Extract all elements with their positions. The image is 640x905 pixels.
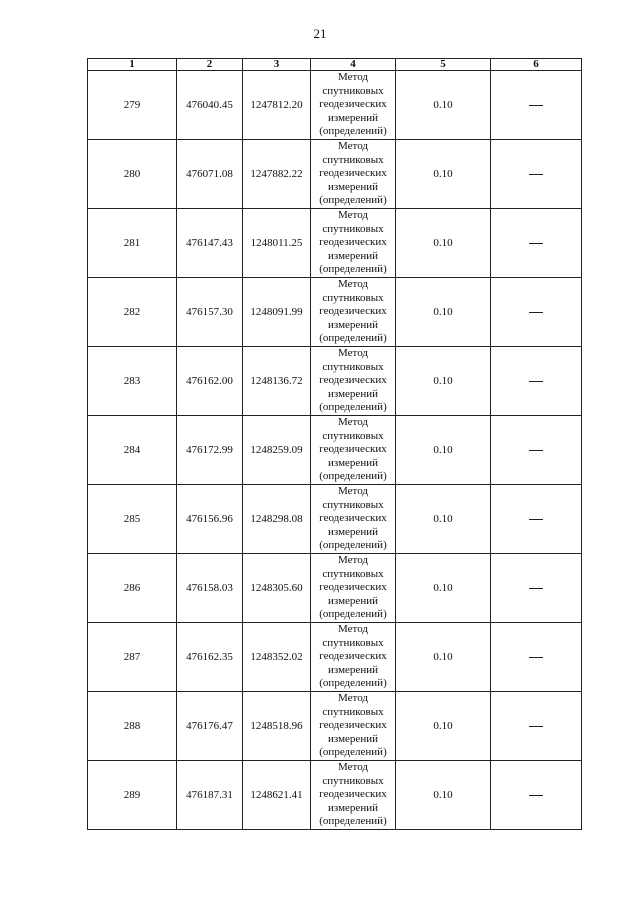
y-coordinate-cell: 1247812.20 — [243, 71, 311, 140]
method-text-line: спутниковых — [322, 222, 384, 235]
method-cell — [311, 209, 396, 278]
method-cell — [311, 623, 396, 692]
table-header-row — [88, 59, 582, 71]
table-row — [88, 761, 582, 830]
accuracy-cell: 0.10 — [396, 71, 491, 140]
method-text-line: геодезических — [319, 374, 387, 387]
dash-mark — [529, 519, 543, 520]
method-cell — [311, 761, 396, 830]
x-coordinate-cell: 476162.35 — [177, 623, 243, 692]
y-coordinate-cell: 1248298.08 — [243, 485, 311, 554]
accuracy-cell: 0.10 — [396, 209, 491, 278]
accuracy-cell: 0.10 — [396, 140, 491, 209]
x-coordinate-cell: 476071.08 — [177, 140, 243, 209]
method-text-line: (определений) — [319, 539, 387, 552]
table-row — [88, 209, 582, 278]
x-coordinate-cell: 476158.03 — [177, 554, 243, 623]
method-text-line: Метод — [338, 554, 368, 567]
method-text-line: Метод — [338, 347, 368, 360]
y-coordinate-cell: 1248518.96 — [243, 692, 311, 761]
y-coordinate-cell: 1248621.41 — [243, 761, 311, 830]
method-text-line: Метод — [338, 140, 368, 153]
method-text-line: спутниковых — [322, 498, 384, 511]
dash-mark — [529, 312, 543, 313]
method-text-line: измерений — [328, 732, 378, 745]
method-text-line: спутниковых — [322, 636, 384, 649]
method-text-line: (определений) — [319, 263, 387, 276]
method-text-line: (определений) — [319, 677, 387, 690]
x-coordinate-cell: 476172.99 — [177, 416, 243, 485]
method-cell — [311, 140, 396, 209]
page-number: 21 — [313, 26, 327, 41]
method-text-line: Метод — [338, 416, 368, 429]
table-row — [88, 71, 582, 140]
method-text-line: измерений — [328, 111, 378, 124]
table-row — [88, 554, 582, 623]
method-text-line: (определений) — [319, 746, 387, 759]
method-text-line: Метод — [338, 761, 368, 774]
method-text-line: геодезических — [319, 236, 387, 249]
method-text-line: геодезических — [319, 98, 387, 111]
accuracy-cell: 0.10 — [396, 347, 491, 416]
accuracy-cell: 0.10 — [396, 623, 491, 692]
method-text-line: спутниковых — [322, 567, 384, 580]
note-cell — [491, 347, 582, 416]
method-text-line: геодезических — [319, 305, 387, 318]
method-cell — [311, 692, 396, 761]
point-number-cell: 287 — [88, 623, 177, 692]
y-coordinate-cell: 1248091.99 — [243, 278, 311, 347]
method-text-line: измерений — [328, 525, 378, 538]
dash-mark — [529, 381, 543, 382]
column-header: 2 — [177, 59, 243, 71]
table-body — [88, 71, 582, 830]
method-text-line: спутниковых — [322, 429, 384, 442]
dash-mark — [529, 174, 543, 175]
table-row — [88, 140, 582, 209]
point-number-cell: 288 — [88, 692, 177, 761]
method-text-line: (определений) — [319, 125, 387, 138]
accuracy-cell: 0.10 — [396, 416, 491, 485]
method-text-line: Метод — [338, 278, 368, 291]
dash-mark — [529, 243, 543, 244]
note-cell — [491, 554, 582, 623]
method-text-line: измерений — [328, 180, 378, 193]
method-text-line: геодезических — [319, 581, 387, 594]
method-cell — [311, 416, 396, 485]
column-header: 3 — [243, 59, 311, 71]
method-text-line: геодезических — [319, 443, 387, 456]
x-coordinate-cell: 476156.96 — [177, 485, 243, 554]
point-number-cell: 280 — [88, 140, 177, 209]
method-text-line: измерений — [328, 318, 378, 331]
column-header: 4 — [311, 59, 396, 71]
note-cell — [491, 416, 582, 485]
point-number-cell: 279 — [88, 71, 177, 140]
note-cell — [491, 278, 582, 347]
method-text-line: измерений — [328, 387, 378, 400]
point-number-cell: 282 — [88, 278, 177, 347]
method-text-line: геодезических — [319, 788, 387, 801]
x-coordinate-cell: 476040.45 — [177, 71, 243, 140]
x-coordinate-cell: 476187.31 — [177, 761, 243, 830]
y-coordinate-cell: 1248011.25 — [243, 209, 311, 278]
dash-mark — [529, 726, 543, 727]
point-number-cell: 284 — [88, 416, 177, 485]
method-text-line: измерений — [328, 801, 378, 814]
x-coordinate-cell: 476162.00 — [177, 347, 243, 416]
method-text-line: спутниковых — [322, 153, 384, 166]
point-number-cell: 289 — [88, 761, 177, 830]
x-coordinate-cell: 476147.43 — [177, 209, 243, 278]
method-text-line: спутниковых — [322, 291, 384, 304]
note-cell — [491, 485, 582, 554]
method-text-line: измерений — [328, 594, 378, 607]
y-coordinate-cell: 1247882.22 — [243, 140, 311, 209]
method-cell — [311, 347, 396, 416]
accuracy-cell: 0.10 — [396, 761, 491, 830]
method-text-line: геодезических — [319, 512, 387, 525]
method-text-line: Метод — [338, 623, 368, 636]
dash-mark — [529, 657, 543, 658]
note-cell — [491, 140, 582, 209]
accuracy-cell: 0.10 — [396, 278, 491, 347]
column-header: 6 — [491, 59, 582, 71]
note-cell — [491, 209, 582, 278]
method-text-line: Метод — [338, 485, 368, 498]
x-coordinate-cell: 476157.30 — [177, 278, 243, 347]
method-text-line: (определений) — [319, 608, 387, 621]
method-text-line: спутниковых — [322, 360, 384, 373]
column-header: 5 — [396, 59, 491, 71]
method-text-line: Метод — [338, 209, 368, 222]
method-text-line: (определений) — [319, 815, 387, 828]
method-text-line: (определений) — [319, 470, 387, 483]
method-text-line: измерений — [328, 456, 378, 469]
method-text-line: (определений) — [319, 332, 387, 345]
accuracy-cell: 0.10 — [396, 554, 491, 623]
note-cell — [491, 71, 582, 140]
dash-mark — [529, 588, 543, 589]
table-row — [88, 485, 582, 554]
dash-mark — [529, 450, 543, 451]
method-text-line: Метод — [338, 71, 368, 84]
point-number-cell: 281 — [88, 209, 177, 278]
method-text-line: спутниковых — [322, 774, 384, 787]
accuracy-cell: 0.10 — [396, 485, 491, 554]
y-coordinate-cell: 1248259.09 — [243, 416, 311, 485]
table-row — [88, 623, 582, 692]
coordinates-table — [87, 58, 582, 830]
table-row — [88, 347, 582, 416]
x-coordinate-cell: 476176.47 — [177, 692, 243, 761]
method-text-line: геодезических — [319, 650, 387, 663]
method-text-line: измерений — [328, 249, 378, 262]
y-coordinate-cell: 1248136.72 — [243, 347, 311, 416]
y-coordinate-cell: 1248305.60 — [243, 554, 311, 623]
method-cell — [311, 71, 396, 140]
point-number-cell: 283 — [88, 347, 177, 416]
method-text-line: (определений) — [319, 401, 387, 414]
method-cell — [311, 554, 396, 623]
method-text-line: спутниковых — [322, 84, 384, 97]
y-coordinate-cell: 1248352.02 — [243, 623, 311, 692]
note-cell — [491, 623, 582, 692]
table-row — [88, 278, 582, 347]
table-row — [88, 692, 582, 761]
point-number-cell: 285 — [88, 485, 177, 554]
point-number-cell: 286 — [88, 554, 177, 623]
method-text-line: измерений — [328, 663, 378, 676]
note-cell — [491, 692, 582, 761]
dash-mark — [529, 795, 543, 796]
method-cell — [311, 278, 396, 347]
note-cell — [491, 761, 582, 830]
column-header: 1 — [88, 59, 177, 71]
method-cell — [311, 485, 396, 554]
dash-mark — [529, 105, 543, 106]
accuracy-cell: 0.10 — [396, 692, 491, 761]
method-text-line: Метод — [338, 692, 368, 705]
method-text-line: геодезических — [319, 719, 387, 732]
method-text-line: (определений) — [319, 194, 387, 207]
method-text-line: геодезических — [319, 167, 387, 180]
method-text-line: спутниковых — [322, 705, 384, 718]
table-row — [88, 416, 582, 485]
